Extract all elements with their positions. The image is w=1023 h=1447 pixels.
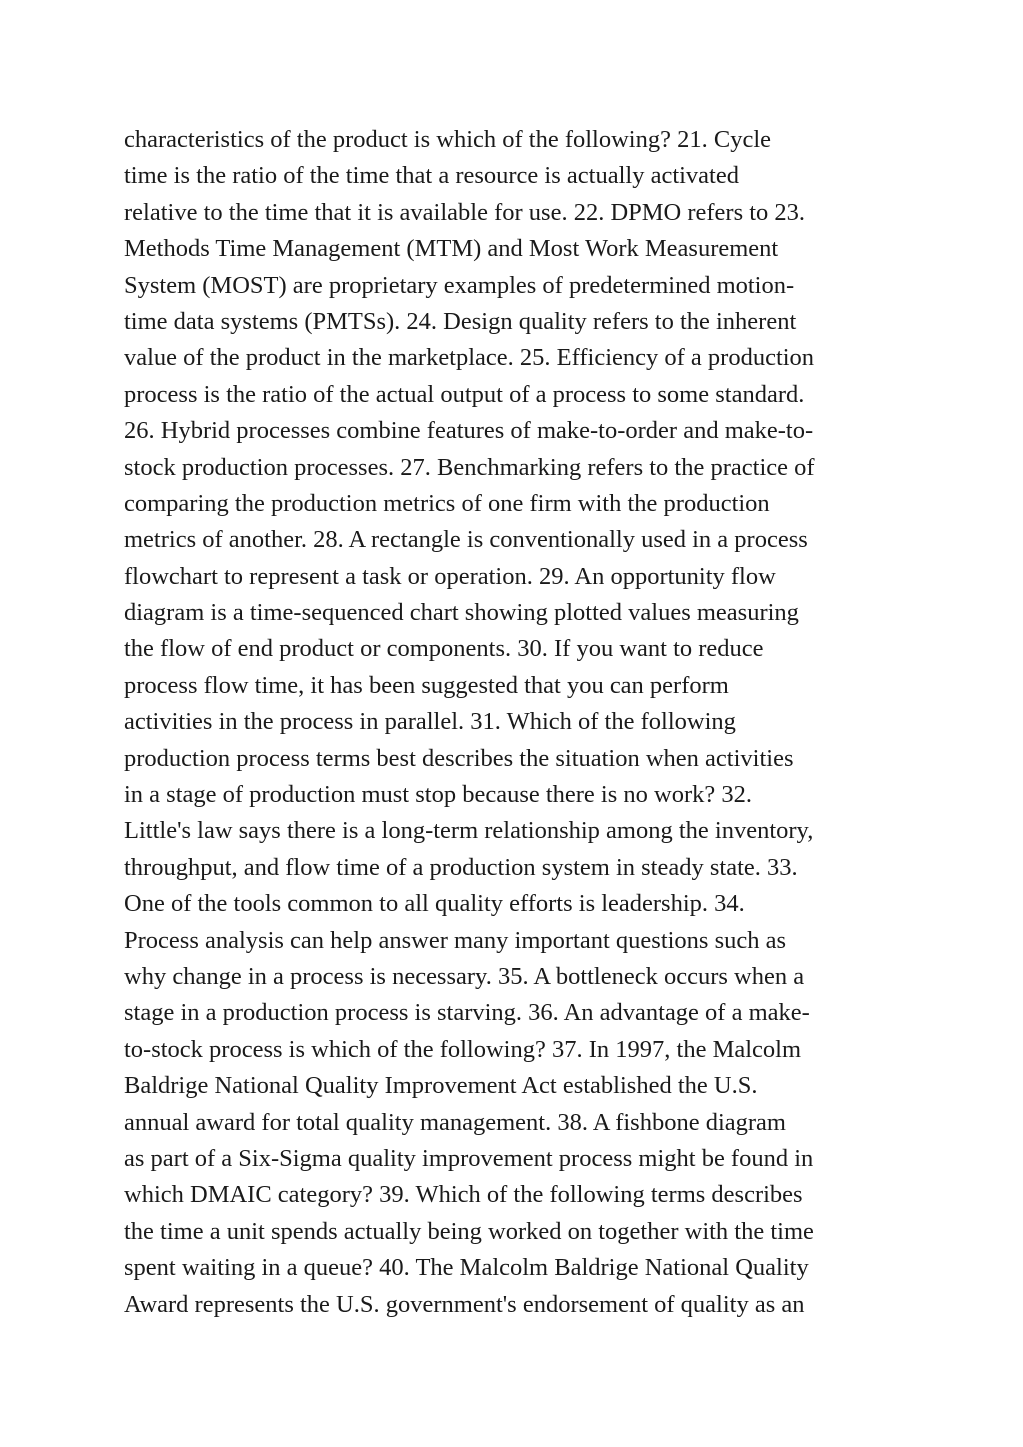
text-line: stage in a production process is starving. 36. An advantage of a make- (124, 999, 810, 1027)
text-line: which DMAIC category? 39. Which of the following terms describes (124, 1181, 803, 1209)
text-line: time data systems (PMTSs). 24. Design quality refers to the inherent (124, 307, 797, 335)
text-line: diagram is a time-sequenced chart showing plotted values measuring (124, 599, 799, 627)
text-line: Award represents the U.S. government's endorsement of quality as an (124, 1290, 805, 1318)
text-line: One of the tools common to all quality efforts is leadership. 34. (124, 890, 745, 918)
text-line: in a stage of production must stop because there is no work? 32. (124, 781, 753, 809)
text-line: the flow of end product or components. 30. If you want to reduce (124, 635, 764, 663)
text-line: activities in the process in parallel. 31. Which of the following (124, 708, 736, 736)
text-line: 26. Hybrid processes combine features of make-to-order and make-to- (124, 417, 814, 445)
text-line: metrics of another. 28. A rectangle is conventionally used in a process (124, 526, 808, 554)
text-line: process flow time, it has been suggested that you can perform (124, 671, 729, 699)
text-line: flowchart to represent a task or operation. 29. An opportunity flow (124, 562, 776, 590)
text-line: characteristics of the product is which of the following? 21. Cycle (124, 126, 772, 153)
text-line: spent waiting in a queue? 40. The Malcolm Baldrige National Quality (124, 1254, 809, 1282)
text-line: annual award for total quality management. 38. A fishbone diagram (124, 1108, 786, 1136)
text-line: process is the ratio of the actual output of a process to some standard. (124, 380, 805, 408)
text-line: relative to the time that it is available for use. 22. DPMO refers to 23. (124, 198, 806, 226)
text-line: Baldrige National Quality Improvement Act established the U.S. (124, 1072, 758, 1100)
text-line: time is the ratio of the time that a resource is actually activated (124, 162, 739, 190)
text-line: as part of a Six-Sigma quality improvement process might be found in (124, 1144, 814, 1172)
text-line: production process terms best describes the situation when activities (124, 744, 794, 772)
text-line: System (MOST) are proprietary examples of predetermined motion- (124, 271, 795, 299)
text-line: to-stock process is which of the following? 37. In 1997, the Malcolm (124, 1035, 802, 1063)
text-line: why change in a process is necessary. 35. A bottleneck occurs when a (124, 962, 805, 990)
text-line: the time a unit spends actually being worked on together with the time (124, 1217, 814, 1245)
text-line: comparing the production metrics of one firm with the production (124, 489, 770, 517)
text-line: Process analysis can help answer many important questions such as (124, 926, 787, 954)
text-line: Little's law says there is a long-term relationship among the inventory, (124, 817, 814, 845)
body-text (124, 122, 924, 1323)
text-line: value of the product in the marketplace. 25. Efficiency of a production (124, 344, 815, 372)
text-line: Methods Time Management (MTM) and Most Work Measurement (124, 235, 779, 263)
text-line: stock production processes. 27. Benchmarking refers to the practice of (124, 453, 815, 481)
text-line: throughput, and flow time of a production system in steady state. 33. (124, 853, 798, 881)
